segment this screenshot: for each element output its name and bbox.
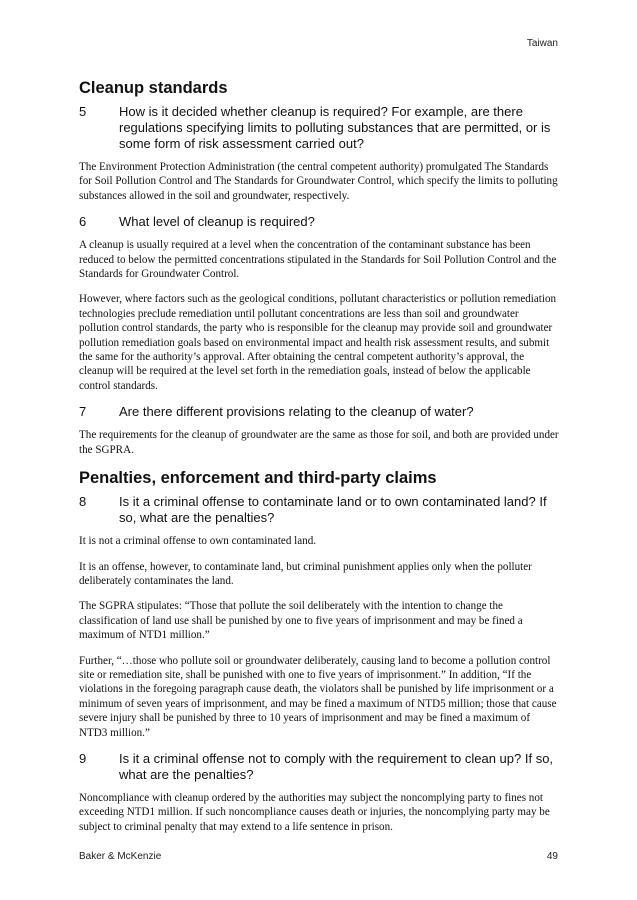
question-7 bbox=[79, 404, 559, 420]
answer-paragraph: It is not a criminal offense to own contaminated land. bbox=[79, 535, 317, 548]
question-text: Is it a criminal offense to contaminate land or to own contaminated land? If so, what are the penalties? bbox=[119, 494, 547, 526]
answer-paragraph: The Environment Protection Administration (the central competent authority) promulgated The Standards for Soil Pollution Control and The Standards for Groundwater Control, which specify the limits to polluting substances allowed in the soil and groundwater, respectively. bbox=[79, 161, 558, 202]
answer-paragraph: A cleanup is usually required at a level when the concentration of the contaminant substance has been reduced to below the permitted concentrations stipulated in the Standards for Soil Pollution Control and the Standards for Groundwater Control. bbox=[79, 239, 557, 281]
page-content bbox=[79, 78, 559, 845]
header-country: Taiwan bbox=[526, 38, 558, 49]
question-number: 6 bbox=[79, 214, 87, 230]
footer-page-number: 49 bbox=[546, 851, 558, 862]
answer-paragraph: The SGPRA stipulates: “Those that pollute the soil deliberately with the intention to change the classification of land use shall be punished by one to five years of imprisonment and may be fined a maximum of NTD1 million.” bbox=[79, 600, 523, 642]
answer-paragraph: However, where factors such as the geological conditions, pollutant characteristics or pollution remediation technologies preclude remediation until pollutant concentrations are less than soil and groundwater pollution control standards, the party who is responsible for the cleanup may provide soil and groundwater pollution remediation goals based on environmental impact and health risk assessment results, and submit the same for the authority’s approval. After obtaining the central competent authority’s approval, the cleanup will be required at the level set forth in the remediation goals, instead of below the applicable control standards. bbox=[79, 293, 557, 392]
question-text: How is it decided whether cleanup is required? For example, are there regulations specifying limits to polluting substances that are permitted, or is some form of risk assessment carried out? bbox=[119, 104, 551, 151]
section-title-cleanup-standards: Cleanup standards bbox=[79, 79, 228, 97]
question-text: Are there different provisions relating to the cleanup of water? bbox=[119, 404, 474, 420]
section-title-penalties: Penalties, enforcement and third-party claims bbox=[79, 469, 437, 488]
question-6 bbox=[79, 214, 559, 230]
question-number: 9 bbox=[79, 750, 87, 766]
question-text: Is it a criminal offense not to comply with the requirement to clean up? If so, what are the penalties? bbox=[119, 750, 554, 782]
answer-paragraph: Further, “…those who pollute soil or groundwater deliberately, causing land to become a pollution control site or remediation site, shall be punished with one to five years of imprisonment.” In addition, “If the violations in the foregoing paragraph cause death, the violators shall be punished by life imprisonment or a minimum of seven years of imprisonment, and may be fined a maximum of NTD5 million; those that cause severe injury shall be punished by three to 10 years of imprisonment and may be fined a maximum of NTD3 million.” bbox=[79, 654, 557, 739]
answer-paragraph: The requirements for the cleanup of groundwater are the same as those for soil, and both are provided under the SGPRA. bbox=[79, 429, 559, 456]
question-number: 7 bbox=[79, 404, 87, 420]
question-5 bbox=[79, 104, 559, 152]
question-number: 8 bbox=[79, 494, 87, 510]
footer-firm-name: Baker & McKenzie bbox=[79, 851, 162, 862]
question-9 bbox=[79, 751, 559, 783]
question-number: 5 bbox=[79, 104, 87, 119]
question-text: What level of cleanup is required? bbox=[119, 214, 315, 230]
answer-paragraph: Noncompliance with cleanup ordered by the authorities may subject the noncomplying party to fines not exceeding NTD1 million. If such noncompliance causes death or injuries, the noncomplying party may be subject to criminal penalty that may extend to a life sentence in prison. bbox=[79, 791, 550, 833]
question-8 bbox=[79, 494, 559, 526]
answer-paragraph: It is an offense, however, to contaminate land, but criminal punishment applies only when the polluter deliberately contaminates the land. bbox=[79, 560, 532, 587]
